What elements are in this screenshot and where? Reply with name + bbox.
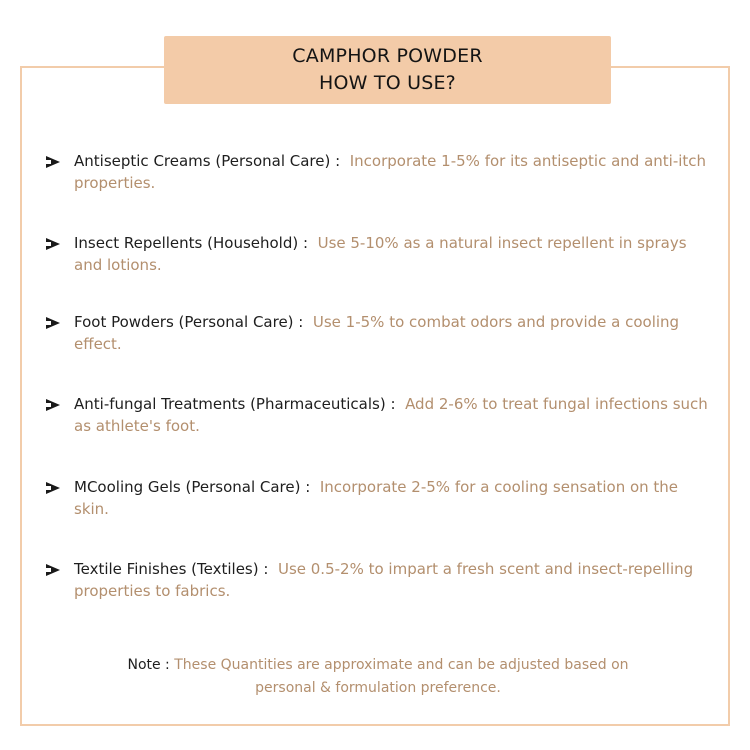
- usage-item-cooling-gels: [46, 476, 716, 520]
- note-text: These Quantities are approximate and can be adjusted based on personal & formulation preference.: [174, 657, 629, 696]
- usage-item-description: Incorporate 1-5% for its antiseptic and anti-itch properties.: [74, 152, 707, 192]
- frame-bottom-border: [20, 724, 730, 726]
- arrowhead-bullet-icon: [46, 564, 60, 576]
- usage-item-label: MCooling Gels (Personal Care) :: [74, 478, 311, 496]
- title-banner: [164, 36, 611, 104]
- note-label: Note :: [127, 657, 170, 673]
- usage-item-insect-repellents: [46, 232, 716, 276]
- usage-item-description: Use 5-10% as a natural insect repellent in sprays and lotions.: [74, 234, 687, 274]
- usage-item-description: Use 1-5% to combat odors and provide a cooling effect.: [74, 313, 680, 353]
- usage-item-label: Anti-fungal Treatments (Pharmaceuticals) :: [74, 395, 396, 413]
- usage-item-anti-fungal-treatments: [46, 393, 716, 437]
- usage-item-foot-powders: [46, 311, 716, 355]
- frame-top-right-border: [611, 66, 730, 68]
- arrowhead-bullet-icon: [46, 482, 60, 494]
- usage-item-label: Antiseptic Creams (Personal Care) :: [74, 152, 341, 170]
- arrowhead-bullet-icon: [46, 156, 60, 168]
- usage-item-description: Use 0.5-2% to impart a fresh scent and insect-repelling properties to fabrics.: [74, 560, 694, 600]
- frame-left-border: [20, 66, 22, 726]
- usage-item-label: Insect Repellents (Household) :: [74, 234, 309, 252]
- usage-item-antiseptic-creams: [46, 150, 716, 194]
- title-line-2: HOW TO USE?: [319, 72, 456, 94]
- title-line-1: CAMPHOR POWDER: [292, 45, 483, 67]
- usage-item-label: Foot Powders (Personal Care) :: [74, 313, 304, 331]
- usage-item-description: Add 2-6% to treat fungal infections such as athlete's foot.: [74, 395, 708, 435]
- usage-item-textile-finishes: [46, 558, 716, 602]
- frame-top-left-border: [20, 66, 164, 68]
- footnote: [100, 654, 656, 700]
- arrowhead-bullet-icon: [46, 238, 60, 250]
- usage-item-label: Textile Finishes (Textiles) :: [74, 560, 269, 578]
- arrowhead-bullet-icon: [46, 399, 60, 411]
- frame-right-border: [728, 66, 730, 726]
- arrowhead-bullet-icon: [46, 317, 60, 329]
- usage-item-description: Incorporate 2-5% for a cooling sensation on the skin.: [74, 478, 679, 518]
